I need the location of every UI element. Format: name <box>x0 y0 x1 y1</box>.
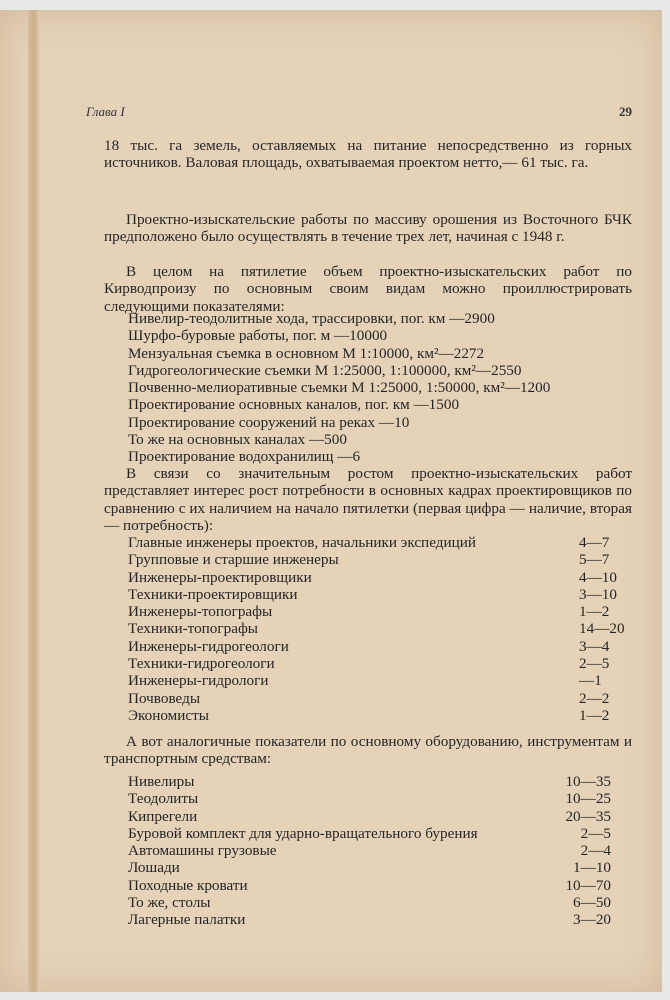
staff-label: Экономисты <box>128 706 209 724</box>
equipment-value: 2—5 <box>580 824 611 842</box>
staff-label: Техники-проектировщики <box>128 585 298 603</box>
equipment-label: Буровой комплект для ударно-вращательного бурения <box>128 824 478 842</box>
equipment-value: 20—35 <box>565 807 611 825</box>
staff-label: Техники-топографы <box>128 620 259 638</box>
equipment-value: 3—20 <box>573 911 611 929</box>
works-list <box>128 310 633 466</box>
equipment-value: 6—50 <box>573 894 611 912</box>
equipment-value: 10—25 <box>565 790 611 808</box>
staff-value: 14—20 <box>579 620 625 638</box>
equipment-label: Нивелиры <box>128 773 195 790</box>
staff-value: 1—2 <box>579 603 610 621</box>
works-item: Нивелир-теодолитные хода, трассировки, пог. км —2900 <box>128 310 495 327</box>
equipment-row <box>128 825 633 842</box>
equipment-value: 2—4 <box>580 842 611 860</box>
staff-label: Почвоведы <box>128 689 201 707</box>
staff-row <box>128 534 633 551</box>
staff-value: —1 <box>579 672 602 690</box>
staff-label: Инженеры-гидрогеологи <box>128 637 289 655</box>
works-item: Проектирование основных каналов, пог. км —1500 <box>128 396 460 414</box>
staff-label: Групповые и старшие инженеры <box>128 551 339 569</box>
equipment-label: Лошади <box>128 859 180 877</box>
running-header <box>86 104 632 120</box>
staff-row <box>128 655 633 672</box>
equipment-row <box>128 790 633 807</box>
paragraph-3: В целом на пятилетие объем проектно-изыскательских работ по Кирводпроизу по основным своим видам можно проиллюстрировать следующими показателями: <box>104 263 632 315</box>
staff-label: Инженеры-проектировщики <box>128 568 312 586</box>
equipment-label: Теодолиты <box>128 790 199 808</box>
equipment-value: 10—35 <box>565 773 611 790</box>
staff-row <box>128 707 633 724</box>
staff-value: 3—4 <box>579 637 610 655</box>
staff-row <box>128 690 633 707</box>
equipment-row <box>128 773 633 790</box>
staff-value: 1—2 <box>579 706 610 724</box>
staff-label: Инженеры-гидрологи <box>128 672 269 690</box>
equipment-value: 1—10 <box>573 859 611 877</box>
equipment-row <box>128 911 633 928</box>
equipment-label: Лагерные палатки <box>128 911 246 929</box>
equipment-row <box>128 877 633 894</box>
chapter-title: Глава I <box>86 104 125 119</box>
works-item: Гидрогеологические съемки М 1:25000, 1:100000, км²—2550 <box>128 361 522 379</box>
staff-row <box>128 672 633 689</box>
equipment-label: То же, столы <box>128 894 211 912</box>
staff-label: Главные инженеры проектов, начальники экспедиций <box>128 534 476 551</box>
works-item: Почвенно-мелиоративные съемки М 1:25000, 1:50000, км²—1200 <box>128 379 551 397</box>
book-spine <box>28 10 40 992</box>
works-item: Шурфо-буровые работы, пог. м —10000 <box>128 327 388 345</box>
staff-value: 2—2 <box>579 689 610 707</box>
works-item: Проектирование водохранилищ —6 <box>128 448 361 466</box>
staff-row <box>128 551 633 568</box>
staff-value: 5—7 <box>579 551 610 569</box>
equipment-value: 10—70 <box>565 876 611 894</box>
works-item: То же на основных каналах —500 <box>128 431 347 449</box>
equipment-row <box>128 894 633 911</box>
equipment-label: Походные кровати <box>128 876 248 894</box>
staff-value: 3—10 <box>579 585 617 603</box>
equipment-label: Автомашины грузовые <box>128 842 277 860</box>
staff-list <box>128 534 633 724</box>
equipment-label: Кипрегели <box>128 807 198 825</box>
paragraph-2: Проектно-изыскательские работы по массиву орошения из Восточного БЧК предположено было осуществлять в течение трех лет, начиная с 1948 г. <box>104 211 632 246</box>
staff-value: 4—10 <box>579 568 617 586</box>
staff-label: Техники-гидрогеологи <box>128 655 275 673</box>
staff-row <box>128 638 633 655</box>
equipment-row <box>128 859 633 876</box>
works-item: Проектирование сооружений на реках —10 <box>128 413 410 431</box>
page-number: 29 <box>619 104 632 119</box>
staff-value: 4—7 <box>579 534 610 551</box>
paragraph-4: В связи со значительным ростом проектно-изыскательских работ представляет интерес рост потребности в основных кадрах проектировщиков по сравнению с их наличием на начало пятилетки (первая цифра — наличие, вторая — потребность): <box>104 465 632 534</box>
staff-label: Инженеры-топографы <box>128 603 273 621</box>
works-item: Мензуальная съемка в основном М 1:10000, км²—2272 <box>128 344 485 362</box>
paragraph-5: А вот аналогичные показатели по основному оборудованию, инструментам и транспортным средствам: <box>104 733 632 768</box>
staff-row <box>128 586 633 603</box>
staff-value: 2—5 <box>579 655 610 673</box>
paragraph-1: 18 тыс. га земель, оставляемых на питание непосредственно из горных источников. Валовая площадь, охватываемая проектом нетто,— 61 тыс. га. <box>104 137 632 172</box>
staff-row <box>128 569 633 586</box>
equipment-row <box>128 808 633 825</box>
staff-row <box>128 620 633 637</box>
equipment-row <box>128 842 633 859</box>
staff-row <box>128 603 633 620</box>
equipment-list <box>128 773 633 929</box>
